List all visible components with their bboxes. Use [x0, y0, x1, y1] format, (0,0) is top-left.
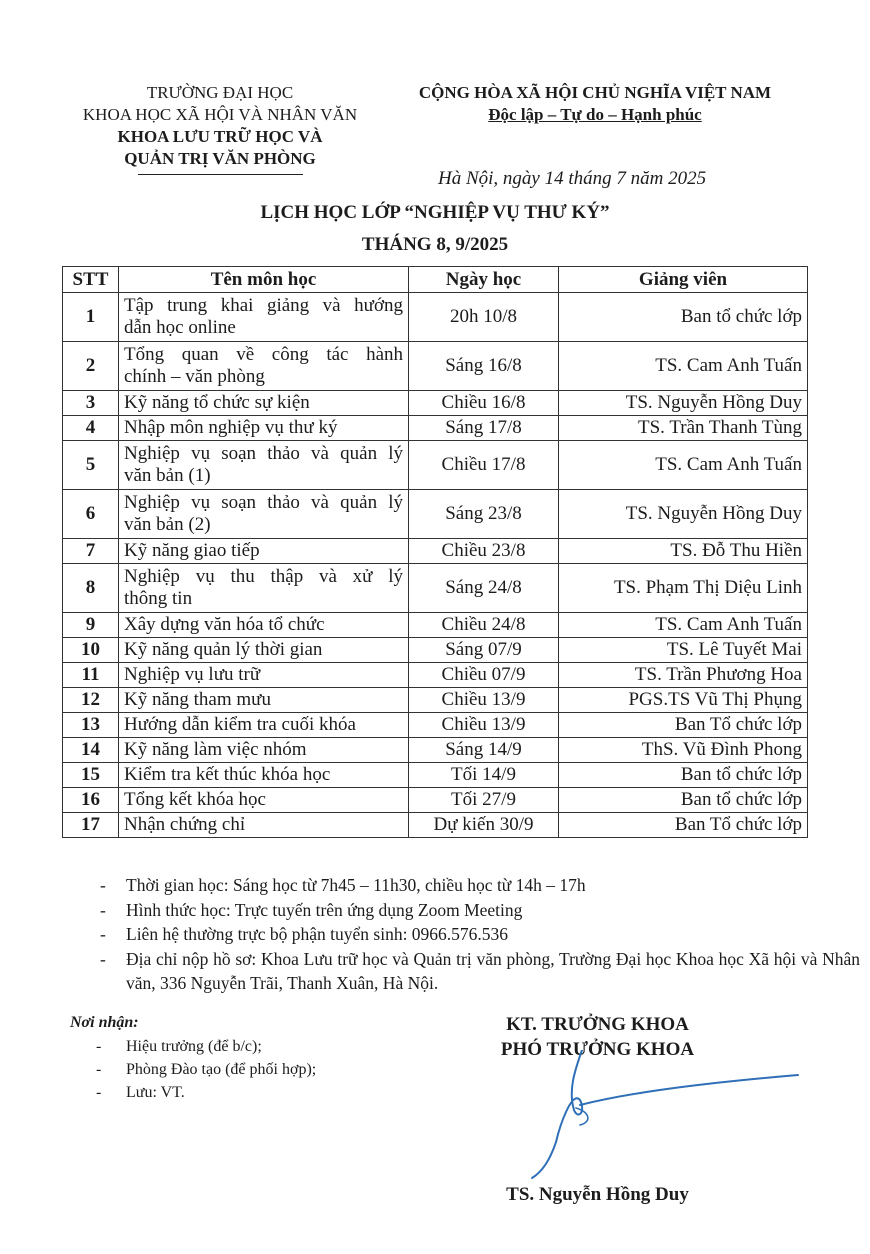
- note-text: Hình thức học: Trực tuyến trên ứng dụng Zoom Meeting: [126, 899, 523, 920]
- bullet-dash: -: [100, 948, 106, 969]
- date-cell: Chiều 23/8: [409, 539, 559, 564]
- date-cell: Chiều 13/9: [409, 688, 559, 713]
- table-row: [63, 813, 808, 838]
- recipient-text: Hiệu trưởng (để b/c);: [126, 1038, 262, 1055]
- lecturer-cell: TS. Lê Tuyết Mai: [559, 638, 808, 663]
- lecturer-cell: TS. Nguyễn Hồng Duy: [559, 391, 808, 416]
- bullet-dash: -: [100, 924, 106, 944]
- recipient-item: [96, 1081, 316, 1104]
- table-row: [63, 738, 808, 763]
- note-item: [100, 922, 860, 947]
- date-cell: Sáng 23/8: [409, 490, 559, 539]
- row-number: 4: [63, 416, 119, 441]
- header-subject: Tên môn học: [119, 267, 409, 293]
- note-item: [100, 898, 860, 923]
- date-cell: Chiều 13/9: [409, 713, 559, 738]
- date-cell: Sáng 17/8: [409, 416, 559, 441]
- lecturer-cell: TS. Đỗ Thu Hiền: [559, 539, 808, 564]
- lecturer-cell: TS. Cam Anh Tuấn: [559, 613, 808, 638]
- subject-cell: [119, 564, 409, 613]
- subject-line: Tổng quan về công tác hành: [124, 344, 403, 365]
- university-line-2: KHOA HỌC XÃ HỘI VÀ NHÂN VĂN: [82, 105, 358, 124]
- lecturer-cell: Ban Tổ chức lớp: [559, 813, 808, 838]
- row-number: 13: [63, 713, 119, 738]
- subject-line: Nghiệp vụ soạn thảo và quản lý: [124, 443, 403, 464]
- date-cell: Chiều 07/9: [409, 663, 559, 688]
- subject-cell: [119, 441, 409, 490]
- lecturer-cell: TS. Cam Anh Tuấn: [559, 441, 808, 490]
- row-number: 1: [63, 293, 119, 342]
- header-underline: [138, 174, 303, 175]
- note-text: Liên hệ thường trực bộ phận tuyển sinh: 0966.576.536: [126, 924, 509, 944]
- table-row: [63, 763, 808, 788]
- table-row: [63, 293, 808, 342]
- header-date: Ngày học: [409, 267, 559, 293]
- document-title: LỊCH HỌC LỚP “NGHIỆP VỤ THƯ KÝ”: [260, 202, 610, 223]
- subject-line: chính – văn phòng: [124, 366, 265, 387]
- header-stt: STT: [63, 267, 119, 293]
- table-row: [63, 638, 808, 663]
- row-number: 14: [63, 738, 119, 763]
- schedule-table: [62, 266, 808, 838]
- date-cell: Sáng 16/8: [409, 342, 559, 391]
- lecturer-cell: Ban tổ chức lớp: [559, 763, 808, 788]
- recipient-item: [96, 1035, 316, 1058]
- table-row: [63, 490, 808, 539]
- subject-line: dẫn học online: [124, 317, 236, 338]
- row-number: 17: [63, 813, 119, 838]
- signature-title-2: PHÓ TRƯỞNG KHOA: [500, 1039, 695, 1060]
- table-row: [63, 688, 808, 713]
- table-row: [63, 613, 808, 638]
- bullet-dash: -: [100, 875, 106, 895]
- date-cell: Sáng 24/8: [409, 564, 559, 613]
- subject-cell: [119, 342, 409, 391]
- table-row: [63, 391, 808, 416]
- signature-title-1: KT. TRƯỞNG KHOA: [506, 1014, 689, 1035]
- recipient-text: Lưu: VT.: [126, 1084, 185, 1101]
- subject-line: thông tin: [124, 588, 193, 609]
- table-row: [63, 539, 808, 564]
- table-header-row: [63, 267, 808, 293]
- row-number: 15: [63, 763, 119, 788]
- date-cell: Chiều 24/8: [409, 613, 559, 638]
- table-row: [63, 416, 808, 441]
- row-number: 12: [63, 688, 119, 713]
- lecturer-cell: TS. Trần Thanh Tùng: [559, 416, 808, 441]
- signature-stroke: [576, 1108, 588, 1125]
- subject-cell: Hướng dẫn kiểm tra cuối khóa: [119, 713, 409, 738]
- subject-cell: Xây dựng văn hóa tổ chức: [119, 613, 409, 638]
- note-text: Địa chỉ nộp hồ sơ: Khoa Lưu trữ học và Quản trị văn phòng, Trường Đại học Khoa học Xã hội và Nhân văn, 336 Nguyễn Trãi, Thanh Xuân, Hà Nội.: [126, 948, 860, 993]
- row-number: 11: [63, 663, 119, 688]
- row-number: 8: [63, 564, 119, 613]
- subject-line: Nghiệp vụ soạn thảo và quản lý: [124, 492, 403, 513]
- signature-stroke: [532, 1050, 582, 1178]
- bullet-dash: -: [100, 899, 106, 920]
- date-cell: 20h 10/8: [409, 293, 559, 342]
- institution-header: [60, 82, 380, 175]
- notes-list: [100, 873, 860, 996]
- date-line: Hà Nội, ngày 14 tháng 7 năm 2025: [438, 168, 707, 189]
- bullet-dash: -: [96, 1038, 102, 1055]
- header-lecturer: Giảng viên: [559, 267, 808, 293]
- row-number: 10: [63, 638, 119, 663]
- university-line-1: TRƯỜNG ĐẠI HỌC: [146, 83, 294, 102]
- note-item: [100, 873, 860, 898]
- lecturer-cell: TS. Phạm Thị Diệu Linh: [559, 564, 808, 613]
- note-text: Thời gian học: Sáng học từ 7h45 – 11h30, chiều học từ 14h – 17h: [126, 875, 586, 895]
- subject-line: Tập trung khai giảng và hướng: [124, 295, 403, 316]
- recipient-item: [96, 1058, 316, 1081]
- bullet-dash: -: [96, 1084, 102, 1101]
- row-number: 7: [63, 539, 119, 564]
- subject-cell: Nhập môn nghiệp vụ thư ký: [119, 416, 409, 441]
- lecturer-cell: TS. Cam Anh Tuấn: [559, 342, 808, 391]
- subject-line: văn bản (1): [124, 465, 211, 486]
- lecturer-cell: Ban Tổ chức lớp: [559, 713, 808, 738]
- date-cell: Tối 27/9: [409, 788, 559, 813]
- handwritten-signature: [520, 1050, 810, 1180]
- lecturer-cell: TS. Nguyễn Hồng Duy: [559, 490, 808, 539]
- lecturer-cell: Ban tổ chức lớp: [559, 788, 808, 813]
- national-header: [395, 82, 795, 126]
- subject-cell: Kỹ năng tham mưu: [119, 688, 409, 713]
- signer-name: TS. Nguyễn Hồng Duy: [506, 1184, 689, 1205]
- date-cell: Chiều 16/8: [409, 391, 559, 416]
- date-cell: Sáng 14/9: [409, 738, 559, 763]
- lecturer-cell: Ban tổ chức lớp: [559, 293, 808, 342]
- table-row: [63, 663, 808, 688]
- lecturer-cell: PGS.TS Vũ Thị Phụng: [559, 688, 808, 713]
- subject-line: văn bản (2): [124, 514, 211, 535]
- subject-cell: Nghiệp vụ lưu trữ: [119, 663, 409, 688]
- signature-stroke: [580, 1075, 798, 1105]
- subject-cell: Kiểm tra kết thúc khóa học: [119, 763, 409, 788]
- lecturer-cell: ThS. Vũ Đình Phong: [559, 738, 808, 763]
- recipients-title: Nơi nhận:: [70, 1014, 139, 1031]
- subject-cell: Kỹ năng làm việc nhóm: [119, 738, 409, 763]
- row-number: 3: [63, 391, 119, 416]
- table-row: [63, 713, 808, 738]
- lecturer-cell: TS. Trần Phương Hoa: [559, 663, 808, 688]
- document-subtitle: THÁNG 8, 9/2025: [361, 234, 509, 255]
- bullet-dash: -: [96, 1061, 102, 1078]
- table-row: [63, 564, 808, 613]
- date-cell: Chiều 17/8: [409, 441, 559, 490]
- faculty-line-2: QUẢN TRỊ VĂN PHÒNG: [124, 149, 316, 168]
- subject-cell: Nhận chứng chỉ: [119, 813, 409, 838]
- date-cell: Dự kiến 30/9: [409, 813, 559, 838]
- table-row: [63, 788, 808, 813]
- faculty-line-1: KHOA LƯU TRỮ HỌC VÀ: [117, 127, 323, 146]
- subject-cell: [119, 293, 409, 342]
- subject-cell: Kỹ năng quản lý thời gian: [119, 638, 409, 663]
- subject-cell: Kỹ năng giao tiếp: [119, 539, 409, 564]
- subject-line: Nghiệp vụ thu thập và xử lý: [124, 566, 403, 587]
- note-item: [100, 947, 860, 996]
- row-number: 16: [63, 788, 119, 813]
- table-row: [63, 441, 808, 490]
- row-number: 5: [63, 441, 119, 490]
- row-number: 9: [63, 613, 119, 638]
- subject-cell: Tổng kết khóa học: [119, 788, 409, 813]
- date-cell: Tối 14/9: [409, 763, 559, 788]
- row-number: 2: [63, 342, 119, 391]
- recipients-list: [96, 1035, 316, 1104]
- row-number: 6: [63, 490, 119, 539]
- date-cell: Sáng 07/9: [409, 638, 559, 663]
- subject-cell: [119, 490, 409, 539]
- national-title: CỘNG HÒA XÃ HỘI CHỦ NGHĨA VIỆT NAM: [418, 83, 772, 102]
- subject-cell: Kỹ năng tổ chức sự kiện: [119, 391, 409, 416]
- recipient-text: Phòng Đào tạo (để phối hợp);: [126, 1061, 317, 1078]
- national-motto: Độc lập – Tự do – Hạnh phúc: [488, 105, 702, 124]
- table-row: [63, 342, 808, 391]
